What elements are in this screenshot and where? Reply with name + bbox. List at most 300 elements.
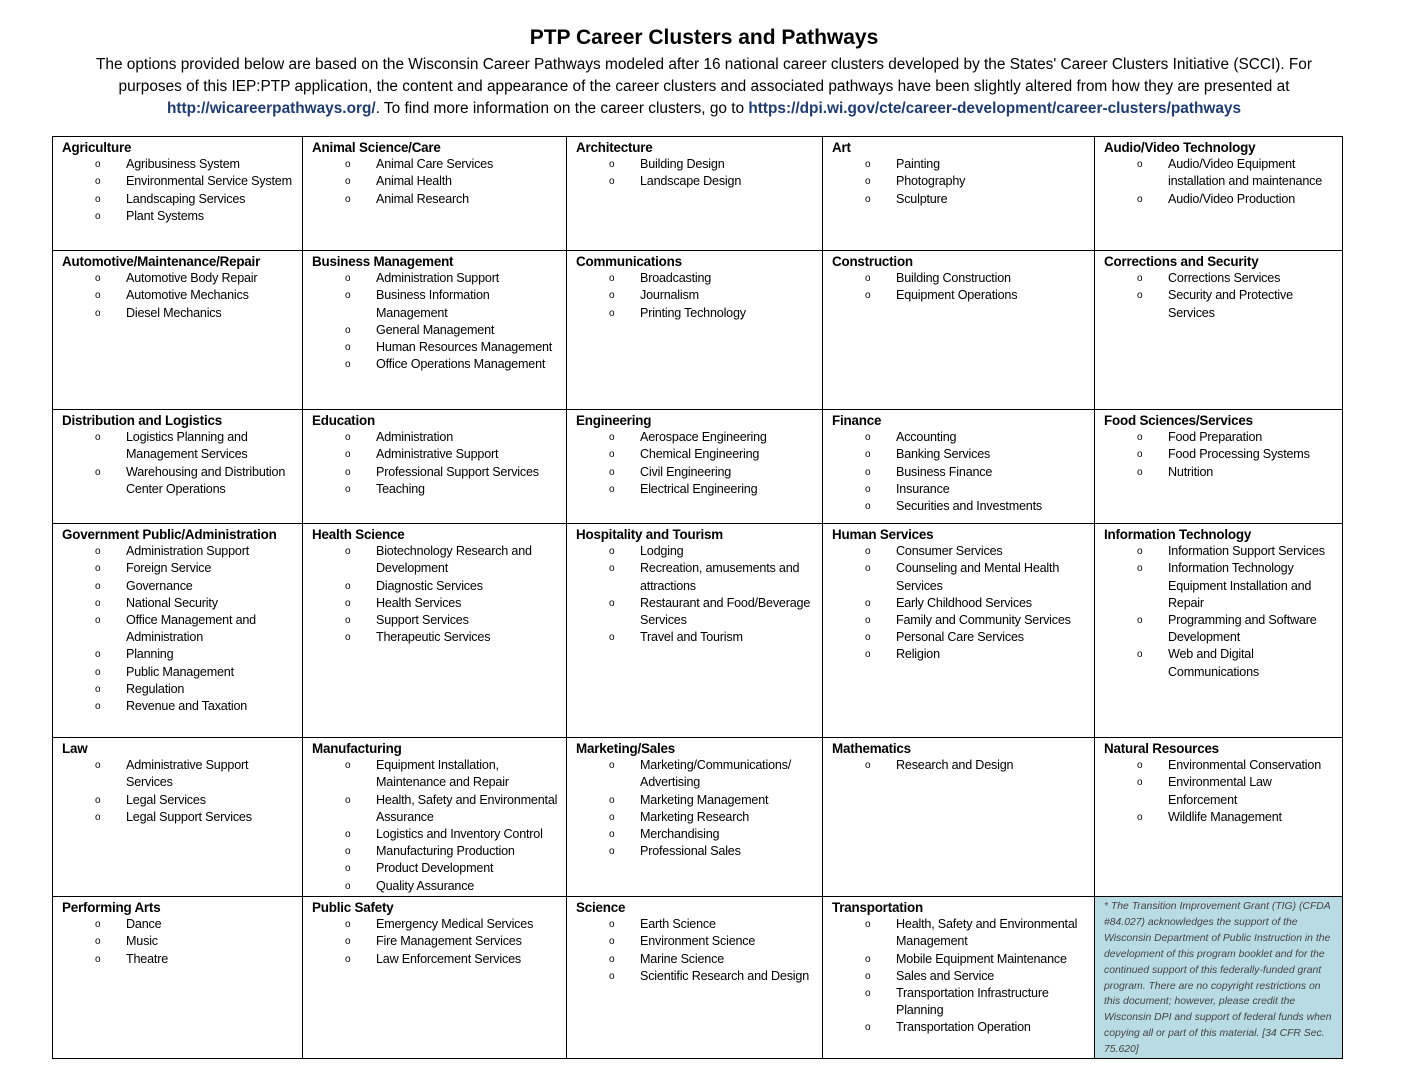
pathway-label: Printing Technology [640, 305, 746, 320]
cluster-heading: Mathematics [832, 741, 911, 756]
wicareerpathways-link[interactable]: http://wicareerpathways.org/ [166, 100, 376, 117]
pathway-item [62, 305, 298, 322]
circle-bullet-icon: o [609, 273, 615, 285]
circle-bullet-icon: o [345, 846, 351, 858]
cluster-heading: Government Public/Administration [62, 527, 277, 542]
circle-bullet-icon: o [345, 193, 351, 205]
pathway-list [832, 916, 1090, 1036]
circle-bullet-icon: o [609, 936, 615, 948]
circle-bullet-icon: o [865, 953, 871, 965]
pathway-item [62, 646, 298, 663]
circle-bullet-icon: o [345, 615, 351, 627]
pathway-item [576, 595, 818, 629]
pathway-item [312, 543, 562, 577]
pathway-label: Environmental Service System [126, 174, 292, 189]
cluster-cell [303, 137, 567, 251]
circle-bullet-icon: o [345, 449, 351, 461]
cluster-heading: Information Technology [1104, 527, 1252, 542]
pathway-item [576, 305, 818, 322]
circle-bullet-icon: o [345, 863, 351, 875]
pathway-item [312, 429, 562, 446]
circle-bullet-icon: o [865, 632, 871, 644]
pathway-label: Corrections Services [1168, 271, 1281, 286]
cluster-heading: Human Services [832, 527, 934, 542]
pathway-item [1104, 646, 1338, 680]
circle-bullet-icon: o [95, 273, 101, 285]
cluster-cell [823, 137, 1095, 251]
pathway-item [832, 560, 1090, 594]
circle-bullet-icon: o [1137, 615, 1143, 627]
pathway-list [576, 916, 818, 985]
pathway-item [832, 191, 1090, 208]
pathway-item [1104, 809, 1338, 826]
pathway-label: Food Processing Systems [1168, 447, 1310, 462]
pathway-item [832, 646, 1090, 663]
circle-bullet-icon: o [1137, 760, 1143, 772]
pathway-label: Broadcasting [640, 271, 712, 286]
circle-bullet-icon: o [1137, 193, 1143, 205]
pathway-label: Equipment Operations [896, 288, 1018, 303]
pathway-label: Agribusiness System [126, 157, 240, 172]
dpi-career-clusters-link[interactable]: https://dpi.wi.gov/cte/career-development/career-clusters/pathways [748, 100, 1242, 117]
circle-bullet-icon: o [345, 919, 351, 931]
pathway-item [576, 464, 818, 481]
pathway-label: Recreation, amusements and attractions [640, 561, 800, 593]
cluster-heading: Finance [832, 413, 882, 428]
pathway-label: Environment Science [640, 934, 756, 949]
pathway-item [62, 287, 298, 304]
pathway-item [576, 270, 818, 287]
pathway-label: Security and Protective Services [1168, 288, 1293, 320]
pathway-list [1104, 543, 1338, 681]
pathway-item [62, 191, 298, 208]
circle-bullet-icon: o [609, 760, 615, 772]
circle-bullet-icon: o [865, 432, 871, 444]
pathway-label: Nutrition [1168, 464, 1214, 479]
circle-bullet-icon: o [865, 649, 871, 661]
circle-bullet-icon: o [345, 359, 351, 371]
circle-bullet-icon: o [345, 159, 351, 171]
circle-bullet-icon: o [609, 546, 615, 558]
cluster-heading: Food Sciences/Services [1104, 413, 1253, 428]
circle-bullet-icon: o [345, 760, 351, 772]
pathway-item [312, 446, 562, 463]
pathway-label: Business Information Management [376, 288, 490, 320]
pathway-list [1104, 429, 1338, 481]
pathway-item [312, 339, 562, 356]
pathway-label: Dance [126, 917, 162, 932]
pathway-label: Programming and Software Development [1168, 613, 1317, 645]
pathway-label: General Management [376, 322, 495, 337]
pathway-item [62, 156, 298, 173]
pathway-item [832, 464, 1090, 481]
pathway-label: Information Support Services [1168, 544, 1325, 559]
pathway-label: Marketing Research [640, 809, 750, 824]
pathway-item [312, 860, 562, 877]
circle-bullet-icon: o [865, 290, 871, 302]
pathway-item [312, 629, 562, 646]
pathway-item [312, 933, 562, 950]
circle-bullet-icon: o [345, 880, 351, 892]
pathway-item [832, 173, 1090, 190]
pathway-label: Early Childhood Services [896, 595, 1032, 610]
circle-bullet-icon: o [865, 159, 871, 171]
pathway-item [312, 322, 562, 339]
pathway-item [62, 809, 298, 826]
pathway-item [312, 951, 562, 968]
circle-bullet-icon: o [95, 683, 101, 695]
circle-bullet-icon: o [609, 846, 615, 858]
intro-text-1: The options provided below are based on the Wisconsin Career Pathways modeled after 16 national career clusters developed by the States' Career Clusters Initiative (SCCI). For purposes of this IEP:PTP application, the content and appearance of the career clusters and associated pathways have been slightly altered from how they are presented at [96, 56, 1312, 95]
circle-bullet-icon: o [95, 615, 101, 627]
intro-text-2: . To find more information on the career clusters, go to [375, 100, 745, 117]
circle-bullet-icon: o [95, 466, 101, 478]
pathway-item [576, 951, 818, 968]
pathway-list [312, 429, 562, 498]
circle-bullet-icon: o [1137, 159, 1143, 171]
pathway-item [832, 156, 1090, 173]
pathway-label: Legal Services [126, 792, 206, 807]
pathway-label: Securities and Investments [896, 499, 1042, 514]
circle-bullet-icon: o [1137, 546, 1143, 558]
pathway-item [1104, 270, 1338, 287]
pathway-label: Journalism [640, 288, 699, 303]
circle-bullet-icon: o [95, 546, 101, 558]
circle-bullet-icon: o [95, 919, 101, 931]
pathway-item [1104, 446, 1338, 463]
pathway-label: Quality Assurance [376, 878, 475, 893]
pathway-item [576, 809, 818, 826]
pathway-label: Audio/Video Production [1168, 191, 1295, 206]
cluster-heading: Natural Resources [1104, 741, 1219, 756]
pathway-list [312, 916, 562, 968]
circle-bullet-icon: o [345, 936, 351, 948]
pathway-item [62, 429, 298, 463]
cluster-heading: Art [832, 140, 851, 155]
circle-bullet-icon: o [1137, 563, 1143, 575]
pathway-item [62, 933, 298, 950]
pathway-label: Emergency Medical Services [376, 917, 534, 932]
pathway-label: Music [126, 934, 158, 949]
cluster-heading: Manufacturing [312, 741, 402, 756]
circle-bullet-icon: o [95, 432, 101, 444]
circle-bullet-icon: o [865, 615, 871, 627]
pathway-item [62, 757, 298, 791]
pathway-item [832, 968, 1090, 985]
cluster-heading: Agriculture [62, 140, 132, 155]
pathway-label: Animal Care Services [376, 157, 494, 172]
pathway-item [312, 826, 562, 843]
pathway-item [576, 156, 818, 173]
pathway-label: Earth Science [640, 917, 716, 932]
pathway-item [312, 156, 562, 173]
pathway-list [62, 156, 298, 225]
circle-bullet-icon: o [1137, 811, 1143, 823]
circle-bullet-icon: o [95, 193, 101, 205]
pathway-label: National Security [126, 595, 218, 610]
pathway-item [312, 270, 562, 287]
pathway-item [832, 498, 1090, 515]
pathway-list [62, 916, 298, 968]
pathway-label: Administration Support [126, 544, 250, 559]
pathway-label: Support Services [376, 613, 469, 628]
pathway-item [832, 951, 1090, 968]
circle-bullet-icon: o [345, 342, 351, 354]
pathway-item [576, 287, 818, 304]
cluster-cell [53, 251, 303, 410]
cluster-heading: Audio/Video Technology [1104, 140, 1256, 155]
cluster-heading: Automotive/Maintenance/Repair [62, 254, 261, 269]
cluster-cell [823, 524, 1095, 738]
cluster-cell [823, 897, 1095, 1059]
circle-bullet-icon: o [95, 563, 101, 575]
pathway-label: Audio/Video Equipment installation and maintenance [1168, 157, 1323, 189]
pathway-list [832, 543, 1090, 663]
pathway-item [576, 481, 818, 498]
pathway-label: Web and Digital Communications [1168, 647, 1259, 679]
cluster-heading: Construction [832, 254, 913, 269]
pathway-item [832, 543, 1090, 560]
circle-bullet-icon: o [865, 501, 871, 513]
pathway-label: Administration [376, 430, 453, 445]
pathway-item [62, 681, 298, 698]
pathway-label: Marketing Management [640, 792, 769, 807]
circle-bullet-icon: o [345, 953, 351, 965]
pathway-item [1104, 156, 1338, 190]
pathway-label: Marine Science [640, 951, 724, 966]
circle-bullet-icon: o [345, 632, 351, 644]
pathway-item [1104, 757, 1338, 774]
circle-bullet-icon: o [345, 580, 351, 592]
pathway-list [312, 156, 562, 208]
pathway-item [312, 843, 562, 860]
circle-bullet-icon: o [609, 632, 615, 644]
pathway-label: Fire Management Services [376, 934, 522, 949]
pathway-list [1104, 757, 1338, 826]
pathway-list [832, 757, 1090, 774]
pathway-item [832, 595, 1090, 612]
pathway-item [62, 595, 298, 612]
circle-bullet-icon: o [865, 760, 871, 772]
pathway-list [576, 757, 818, 860]
circle-bullet-icon: o [865, 970, 871, 982]
note-text: * The Transition Improvement Grant (TIG) (CFDA #84.027) acknowledges the support of the Wisconsin Department of Public Instruction in the development of this program booklet and for the continued support of this federally-funded grant program. There are no copyright restrictions on this document; however, please credit the Wisconsin DPI and support of federal funds when copying all or part of this material. [34 CFR Sec. 75.620] [1104, 901, 1332, 1056]
circle-bullet-icon: o [1137, 466, 1143, 478]
pathway-label: Landscaping Services [126, 191, 246, 206]
circle-bullet-icon: o [865, 919, 871, 931]
career-clusters-body [53, 137, 1343, 1059]
circle-bullet-icon: o [345, 176, 351, 188]
pathway-item [62, 208, 298, 225]
pathway-label: Civil Engineering [640, 464, 732, 479]
circle-bullet-icon: o [865, 176, 871, 188]
circle-bullet-icon: o [95, 936, 101, 948]
circle-bullet-icon: o [95, 210, 101, 222]
pathway-label: Logistics Planning and Management Services [126, 430, 248, 462]
cluster-cell [1095, 251, 1343, 410]
pathway-item [1104, 429, 1338, 446]
pathway-label: Chemical Engineering [640, 447, 760, 462]
cluster-heading: Law [62, 741, 88, 756]
circle-bullet-icon: o [345, 794, 351, 806]
pathway-label: Revenue and Taxation [126, 699, 248, 714]
pathway-label: Animal Health [376, 174, 452, 189]
circle-bullet-icon: o [345, 466, 351, 478]
pathway-label: Family and Community Services [896, 613, 1071, 628]
circle-bullet-icon: o [1137, 273, 1143, 285]
pathway-item [576, 543, 818, 560]
cluster-heading: Marketing/Sales [576, 741, 675, 756]
circle-bullet-icon: o [609, 794, 615, 806]
cluster-cell [567, 738, 823, 897]
circle-bullet-icon: o [95, 307, 101, 319]
pathway-list [62, 757, 298, 826]
intro-paragraph [70, 54, 1338, 120]
cluster-cell [823, 410, 1095, 524]
pathway-label: Lodging [640, 544, 684, 559]
pathway-label: Consumer Services [896, 544, 1003, 559]
pathway-item [576, 826, 818, 843]
pathway-item [1104, 612, 1338, 646]
pathway-label: Diesel Mechanics [126, 305, 222, 320]
cluster-cell [567, 524, 823, 738]
pathway-item [312, 612, 562, 629]
pathway-label: Sales and Service [896, 968, 995, 983]
pathway-label: Planning [126, 647, 174, 662]
pathway-label: Administration Support [376, 271, 500, 286]
cluster-heading: Transportation [832, 900, 923, 915]
pathway-item [312, 878, 562, 895]
pathway-list [576, 543, 818, 646]
pathway-list [62, 543, 298, 715]
circle-bullet-icon: o [1137, 777, 1143, 789]
cluster-heading: Science [576, 900, 626, 915]
pathway-item [312, 464, 562, 481]
circle-bullet-icon: o [609, 449, 615, 461]
pathway-item [62, 464, 298, 498]
cluster-heading: Hospitality and Tourism [576, 527, 723, 542]
pathway-label: Biotechnology Research and Development [376, 544, 532, 576]
pathway-label: Therapeutic Services [376, 630, 491, 645]
pathway-label: Accounting [896, 430, 957, 445]
circle-bullet-icon: o [865, 466, 871, 478]
pathway-item [1104, 464, 1338, 481]
pathway-item [312, 595, 562, 612]
circle-bullet-icon: o [609, 811, 615, 823]
circle-bullet-icon: o [95, 953, 101, 965]
pathway-label: Theatre [126, 951, 169, 966]
pathway-label: Office Operations Management [376, 357, 546, 372]
pathway-item [62, 612, 298, 646]
pathway-label: Building Design [640, 157, 725, 172]
pathway-label: Legal Support Services [126, 809, 252, 824]
cluster-cell [567, 897, 823, 1059]
career-clusters-table [52, 136, 1343, 1059]
cluster-heading: Communications [576, 254, 682, 269]
pathway-list [832, 429, 1090, 515]
pathway-label: Transportation Infrastructure Planning [896, 986, 1049, 1018]
pathway-label: Wildlife Management [1168, 809, 1282, 824]
pathway-label: Automotive Body Repair [126, 271, 258, 286]
circle-bullet-icon: o [95, 666, 101, 678]
pathway-label: Public Management [126, 664, 234, 679]
cluster-heading: Health Science [312, 527, 405, 542]
pathway-label: Scientific Research and Design [640, 968, 810, 983]
circle-bullet-icon: o [865, 597, 871, 609]
pathway-label: Merchandising [640, 827, 720, 842]
pathway-item [62, 560, 298, 577]
pathway-label: Administrative Support [376, 447, 499, 462]
pathway-item [576, 968, 818, 985]
pathway-label: Environmental Conservation [1168, 758, 1322, 773]
pathway-item [62, 916, 298, 933]
pathway-item [576, 843, 818, 860]
pathway-item [832, 270, 1090, 287]
cluster-cell [53, 524, 303, 738]
cluster-row [53, 738, 1343, 897]
pathway-label: Landscape Design [640, 174, 742, 189]
circle-bullet-icon: o [865, 563, 871, 575]
cluster-cell [1095, 738, 1343, 897]
circle-bullet-icon: o [609, 919, 615, 931]
pathway-item [576, 446, 818, 463]
pathway-list [832, 156, 1090, 208]
pathway-label: Travel and Tourism [640, 630, 743, 645]
pathway-label: Professional Sales [640, 844, 741, 859]
pathway-label: Health, Safety and Environmental Assurance [376, 792, 558, 824]
pathway-item [576, 792, 818, 809]
circle-bullet-icon: o [609, 953, 615, 965]
pathway-item [312, 578, 562, 595]
circle-bullet-icon: o [609, 829, 615, 841]
circle-bullet-icon: o [345, 273, 351, 285]
cluster-row [53, 410, 1343, 524]
pathway-label: Aerospace Engineering [640, 430, 767, 445]
cluster-heading: Architecture [576, 140, 653, 155]
pathway-list [1104, 156, 1338, 208]
pathway-list [312, 543, 562, 646]
pathway-item [576, 916, 818, 933]
pathway-label: Office Management and Administration [126, 613, 256, 645]
circle-bullet-icon: o [345, 432, 351, 444]
pathway-item [62, 951, 298, 968]
pathway-label: Building Construction [896, 271, 1011, 286]
pathway-item [1104, 560, 1338, 612]
cluster-cell [1095, 524, 1343, 738]
pathway-item [62, 270, 298, 287]
pathway-label: Health, Safety and Environmental Management [896, 917, 1078, 949]
pathway-list [1104, 270, 1338, 322]
circle-bullet-icon: o [95, 794, 101, 806]
pathway-label: Equipment Installation, Maintenance and Repair [376, 758, 509, 790]
pathway-label: Plant Systems [126, 208, 204, 223]
circle-bullet-icon: o [345, 829, 351, 841]
cluster-heading: Performing Arts [62, 900, 161, 915]
circle-bullet-icon: o [609, 307, 615, 319]
cluster-cell [303, 251, 567, 410]
pathway-list [576, 429, 818, 498]
pathway-label: Administrative Support Services [126, 758, 249, 790]
pathway-label: Personal Care Services [896, 630, 1024, 645]
pathway-item [1104, 287, 1338, 321]
pathway-label: Professional Support Services [376, 464, 539, 479]
pathway-item [832, 629, 1090, 646]
pathway-item [312, 173, 562, 190]
circle-bullet-icon: o [865, 273, 871, 285]
pathway-label: Human Resources Management [376, 340, 553, 355]
pathway-item [576, 173, 818, 190]
pathway-item [576, 629, 818, 646]
